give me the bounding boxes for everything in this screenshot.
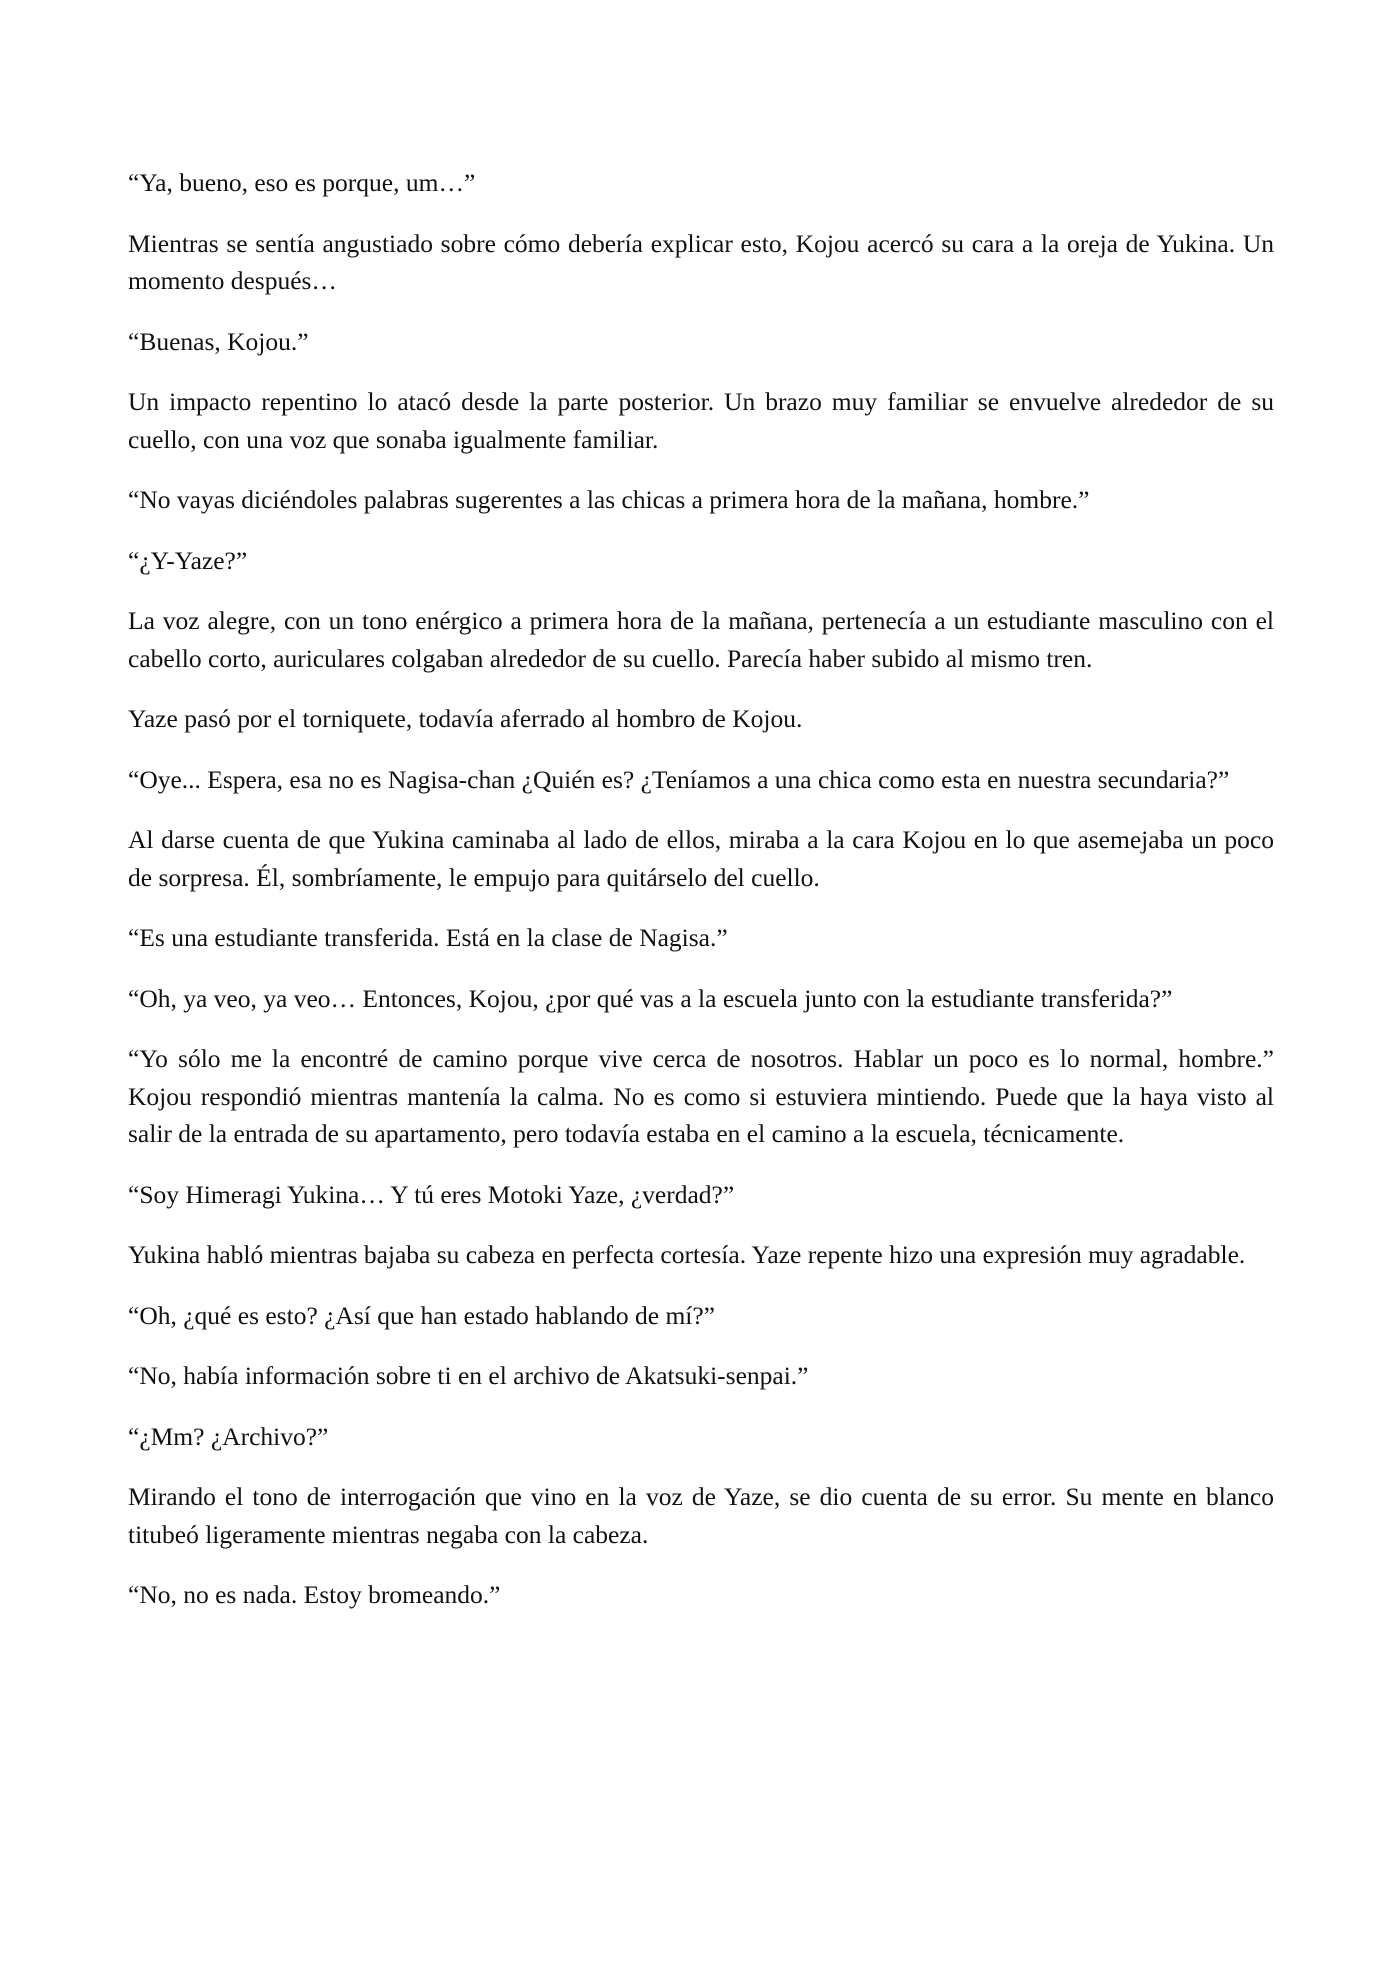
paragraph: “Yo sólo me la encontré de camino porque vive cerca de nosotros. Hablar un poco es lo normal, hombre.” Kojou respondió mientras mantenía la calma. No es como si estuviera mintiendo. Puede que la haya visto al salir de la entrada de su apartamento, pero todavía estaba en el camino a la escuela, técnicamente. <box>128 1044 1274 1148</box>
paragraph: “No, había información sobre ti en el archivo de Akatsuki-senpai.” <box>128 1361 809 1390</box>
paragraph: Yukina habló mientras bajaba su cabeza en perfecta cortesía. Yaze repente hizo una expresión muy agradable. <box>128 1240 1246 1269</box>
paragraph: “No vayas diciéndoles palabras sugerentes a las chicas a primera hora de la mañana, hombre.” <box>128 485 1090 514</box>
paragraph: “Oye... Espera, esa no es Nagisa-chan ¿Quién es? ¿Teníamos a una chica como esta en nuestra secundaria?” <box>128 764 1230 794</box>
paragraph: Un impacto repentino lo atacó desde la parte posterior. Un brazo muy familiar se envuelve alrededor de su cuello, con una voz que sonaba igualmente familiar. <box>128 387 1274 454</box>
paragraph: Mirando el tono de interrogación que vino en la voz de Yaze, se dio cuenta de su error. Su mente en blanco titubeó ligeramente mientras negaba con la cabeza. <box>128 1482 1274 1549</box>
paragraph: Mientras se sentía angustiado sobre cómo debería explicar esto, Kojou acercó su cara a la oreja de Yukina. Un momento después… <box>128 228 1274 295</box>
paragraph: “¿Y-Yaze?” <box>128 545 248 575</box>
paragraph: “Ya, bueno, eso es porque, um…” <box>128 168 476 197</box>
paragraph: La voz alegre, con un tono enérgico a primera hora de la mañana, pertenecía a un estudiante masculino con el cabello corto, auriculares colgaban alrededor de su cuello. Parecía haber subido al mismo tren. <box>128 606 1274 673</box>
paragraph: Al darse cuenta de que Yukina caminaba al lado de ellos, miraba a la cara Kojou en lo que asemejaba un poco de sorpresa. Él, sombríamente, le empujo para quitárselo del cuello. <box>128 825 1274 892</box>
paragraph: “¿Mm? ¿Archivo?” <box>128 1421 329 1451</box>
paragraph: “Soy Himeragi Yukina… Y tú eres Motoki Yaze, ¿verdad?” <box>128 1179 735 1209</box>
paragraph: “Oh, ya veo, ya veo… Entonces, Kojou, ¿por qué vas a la escuela junto con la estudiante transferida?” <box>128 983 1173 1013</box>
paragraph: “Buenas, Kojou.” <box>128 326 309 356</box>
document-page <box>128 164 1274 1637</box>
paragraph: Yaze pasó por el torniquete, todavía aferrado al hombro de Kojou. <box>128 704 803 733</box>
paragraph: “Es una estudiante transferida. Está en la clase de Nagisa.” <box>128 923 728 952</box>
paragraph: “Oh, ¿qué es esto? ¿Así que han estado hablando de mí?” <box>128 1300 715 1330</box>
paragraph: “No, no es nada. Estoy bromeando.” <box>128 1580 501 1609</box>
